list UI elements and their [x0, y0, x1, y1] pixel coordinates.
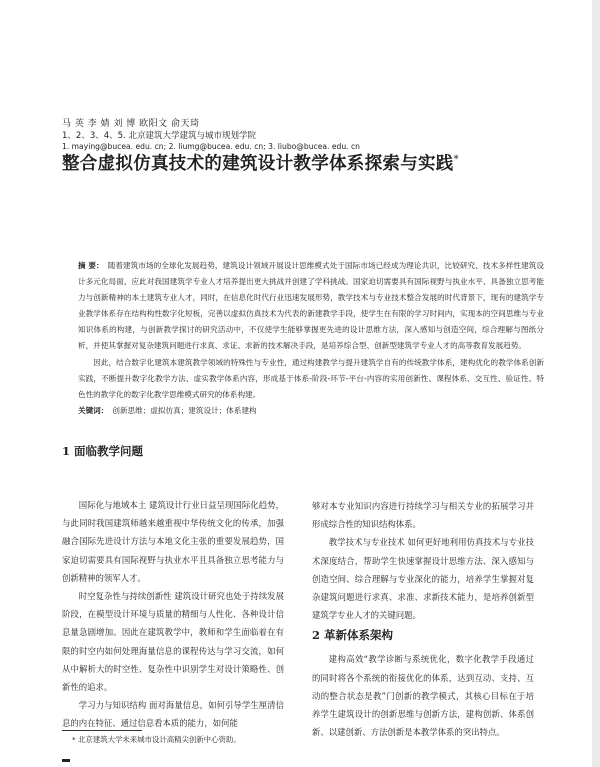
abstract-block: [78, 258, 544, 419]
author-list: 马 英 李 婧 刘 博 欧阳文 俞天琦: [62, 119, 200, 129]
footnote: * 北京建筑大学未来城市设计高精尖创新中心资助。: [72, 735, 241, 744]
right-paragraph: 教学技术与专业技术 如何更好地利用仿真技术与专业技术深度结合，帮助学生快速掌握设计思维方法、深入感知与创造空间、综合理解与专业深化的能力，培养学生掌握对复杂建筑问题进行求真、求准、求新技术能力，是培养创新型建筑学专业人才的关键问题。: [312, 537, 534, 621]
scan-edge: [592, 0, 600, 767]
author-emails: 1. maying@bucea. edu. cn; 2. liumg@bucea. edu. cn; 3. liubo@bucea. edu. cn: [62, 142, 360, 151]
keywords-line: [78, 403, 544, 419]
footnote-rule: [62, 730, 142, 731]
page-mark: [62, 759, 70, 762]
abstract-paragraph-2: 因此，结合数字化建筑本建筑教学领域的特殊性与专业性，通过构建教学与提升建筑学自有的传统教学体系，建构优化的教学体系创新实践，不断提升数字化教学方法、虚实教学体系内容，形成基于体系-阶段-环节-平台-内容的实用创新性、课程体系、交互性、验证性、特色性的教学化的数字化教学思维模式研究的体系构建。: [78, 357, 544, 399]
section-heading-2: 2 革新体系架构: [312, 628, 394, 643]
paper-title: [62, 150, 582, 175]
left-paragraph: 国际化与地域本土 建筑设计行业日益呈现国际化趋势，与此同时我国建筑师越来越重视中华传统文化的传承，加强融合国际先进设计方法与本地文化主张的重要发展趋势，国家迫切需要具有国际视野与执业水平且具备独立思考能力与创新精神的领军人才。: [62, 500, 284, 583]
left-column: [62, 496, 284, 733]
abstract-text-1: 随着建筑市场的全球化发展趋势，建筑设计领域开展设计思维模式处于国际市场已经成为理论共识，比较研究、技术多样性建筑设计多元化局面，应此对我国建筑学专业人才培养提出更大挑战并创建了学科挑战。国家迫切需要具有国际视野与执业水平、具备独立思考能力与创新精神的本土建筑专业人才，同时，在信息化时代行业迅速发展形势，教学技术与专业技术整合发展的时代背景下，现有的建筑学专业教学体系存在结构构性数字化短板，完善以虚拟仿真技术为代表的新建教学手段，使学生在有限的学习时间内，实现本的空间思维与专业知识体系的构建，与创新教学探讨的研究活动中，不仅使学生能够掌握更先进的设计思维方法，深入感知与创造空间，综合理解与图纸分析，并使其掌握对复杂建筑问题进行求真、求证、求新的技术解决手段，是培养综合型、创新型建筑学专业人才的高等教育发展趋势。: [78, 261, 544, 351]
right-column: [312, 497, 534, 741]
abstract-paragraph-1: [78, 258, 544, 355]
abstract-label: 摘 要：: [78, 261, 104, 270]
keywords-label: 关键词：: [78, 405, 109, 415]
affiliation: 1、2、3、4、5. 北京建筑大学建筑与城市规划学院: [62, 131, 256, 141]
right-paragraph: 建构高效“教学诊断与系统优化，数字化教学手段通过的同时将各个系统的衔接优化的体系，达到互动、支持、互动的整合状态是教”门创新的教学模式，其核心目标在于培养学生建筑设计的创新思维与创新方法，建构创新、体系创新、以建创新、方法创新是本教学体系的突出特点。: [312, 654, 534, 738]
right-paragraph: 够对本专业知识内容进行持续学习与相关专业的拓展学习并形成综合性的知识结构体系。: [312, 501, 534, 530]
left-paragraph: 时空复杂性与持续创新性 建筑设计研究也处于持续发展阶段，在模型设计环境与质量的精细与人性化、各种设计信息量急剧增加。因此在建筑教学中，教师和学生面临着在有限的时空内如何处理海量信息的课程传达与学习交流，如何从中解析大的时空性、复杂性中识别学生对设计策略性、创新性的追求。: [62, 591, 284, 693]
section-heading-1: 1 面临教学问题: [62, 444, 144, 458]
title-footnote-mark: *: [453, 154, 459, 166]
paper-title-text: 整合虚拟仿真技术的建筑设计教学体系探索与实践: [62, 154, 454, 174]
keywords-text: 创新思维；虚拟仿真；建筑设计；体系建构: [112, 405, 257, 415]
left-paragraph: 学习力与知识结构 面对海量信息，如何引导学生厘清信息的内在特征、通过信息看本质的能力，如何能: [62, 700, 284, 729]
